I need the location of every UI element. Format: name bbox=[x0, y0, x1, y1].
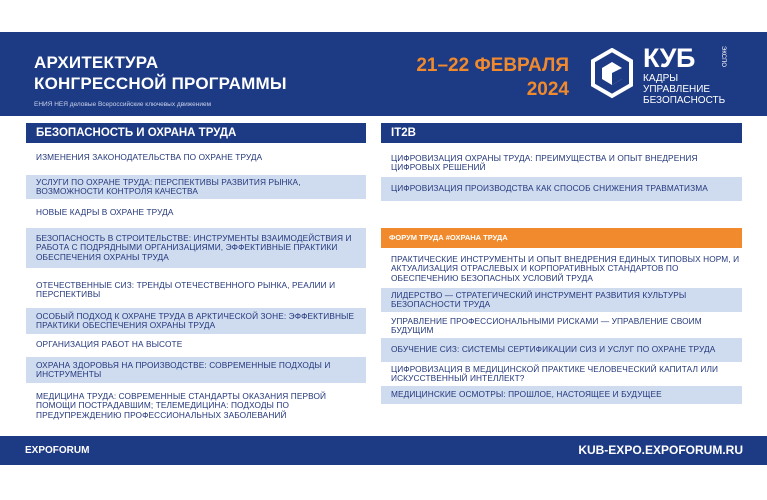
page-title-line1: АРХИТЕКТУРА bbox=[34, 53, 159, 72]
forum-section-title: ФОРУМ ТРУДА #ОХРАНА ТРУДА bbox=[381, 228, 742, 248]
list-item: ОСОБЫЙ ПОДХОД К ОХРАНЕ ТРУДА В АРКТИЧЕСКОЙ ЗОНЕ: ЭФФЕКТИВНЫЕ ПРАКТИКИ ОБЕСПЕЧЕНИЯ ОХРАНЫ ТРУДА bbox=[26, 308, 366, 334]
list-item: ОТЕЧЕСТВЕННЫЕ СИЗ: ТРЕНДЫ ОТЕЧЕСТВЕННОГО РЫНКА, РЕАЛИИ И ПЕРСПЕКТИВЫ bbox=[36, 279, 336, 299]
list-item: ЛИДЕРСТВО — СТРАТЕГИЧЕСКИЙ ИНСТРУМЕНТ РАЗВИТИЯ КУЛЬТУРЫ БЕЗОПАСНОСТИ ТРУДА bbox=[381, 288, 742, 312]
list-item: ЦИФРОВИЗАЦИЯ В МЕДИЦИНСКОЙ ПРАКТИКЕ ЧЕЛОВЕЧЕСКИЙ КАПИТАЛ ИЛИ ИСКУССТВЕННЫЙ ИНТЕЛЛЕКТ? bbox=[391, 363, 719, 383]
event-year: 2024 bbox=[526, 79, 569, 100]
kub-logo-icon bbox=[591, 48, 633, 100]
list-item: ПРАКТИЧЕСКИЕ ИНСТРУМЕНТЫ И ОПЫТ ВНЕДРЕНИЯ ЕДИНЫХ ТИПОВЫХ НОРМ, И АКТУАЛИЗАЦИЯ ОТРАСЛЕВЫХ И КОРПОРАТИВНЫХ СТАНДАРТОВ ПО ОБЕСПЕЧЕНИЮ БЕЗОПАСНЫХ УСЛОВИЙ ТРУДА bbox=[391, 253, 740, 283]
list-item: БЕЗОПАСНОСТЬ В СТРОИТЕЛЬСТВЕ: ИНСТРУМЕНТЫ ВЗАИМОДЕЙСТВИЯ И РАБОТА С ПОДРЯДНЫМИ ОРГАНИЗАЦИЯМИ, ЭФФЕКТИВНЫЕ ПРАКТИКИ ОБЕСПЕЧЕНИЯ ОХРАНЫ ТРУДА bbox=[26, 228, 366, 268]
list-item: МЕДИЦИНСКИЕ ОСМОТРЫ: ПРОШЛОЕ, НАСТОЯЩЕЕ И БУДУЩЕЕ bbox=[381, 386, 742, 404]
list-item: ОРГАНИЗАЦИЯ РАБОТ НА ВЫСОТЕ bbox=[36, 339, 183, 350]
list-item: ИЗМЕНЕНИЯ ЗАКОНОДАТЕЛЬСТВА ПО ОХРАНЕ ТРУДА bbox=[36, 152, 263, 163]
list-item: ЦИФРОВИЗАЦИЯ ПРОИЗВОДСТВА КАК СПОСОБ СНИЖЕНИЯ ТРАВМАТИЗМА bbox=[381, 177, 742, 201]
list-item: УСЛУГИ ПО ОХРАНЕ ТРУДА: ПЕРСПЕКТИВЫ РАЗВИТИЯ РЫНКА, ВОЗМОЖНОСТИ КОНТРОЛЯ КАЧЕСТВА bbox=[26, 175, 366, 199]
list-item: ОХРАНА ЗДОРОВЬЯ НА ПРОИЗВОДСТВЕ: СОВРЕМЕННЫЕ ПОДХОДЫ И ИНСТРУМЕНТЫ bbox=[26, 357, 366, 383]
logo-line-2: УПРАВЛЕНИЕ bbox=[643, 84, 711, 95]
list-item: ЦИФРОВИЗАЦИЯ ОХРАНЫ ТРУДА: ПРЕИМУЩЕСТВА И ОПЫТ ВНЕДРЕНИЯ ЦИФРОВЫХ РЕШЕНИЙ bbox=[391, 152, 698, 172]
section-title-safety: БЕЗОПАСНОСТЬ И ОХРАНА ТРУДА bbox=[26, 123, 366, 143]
expoforum-logo: EXPOFORUM bbox=[25, 445, 90, 456]
page-subtitle: ЕНИЯ НЕЯ деловые Всероссийские ключевых движением bbox=[34, 101, 212, 108]
event-dates: 21–22 ФЕВРАЛЯ bbox=[416, 55, 569, 76]
list-item: ОБУЧЕНИЕ СИЗ: СИСТЕМЫ СЕРТИФИКАЦИИ СИЗ И УСЛУГ ПО ОХРАНЕ ТРУДА bbox=[381, 338, 742, 362]
logo-wordmark: КУБ bbox=[643, 43, 695, 73]
logo-line-1: КАДРЫ bbox=[643, 73, 679, 84]
logo-line-3: БЕЗОПАСНОСТЬ bbox=[643, 95, 726, 106]
list-item: НОВЫЕ КАДРЫ В ОХРАНЕ ТРУДА bbox=[36, 207, 174, 218]
website-link[interactable]: KUB-EXPO.EXPOFORUM.RU bbox=[578, 443, 743, 457]
page-title-line2: КОНГРЕССНОЙ ПРОГРАММЫ bbox=[34, 74, 287, 93]
top-margin bbox=[0, 0, 767, 12]
section-title-it2b: IT2B bbox=[381, 123, 742, 143]
logo-expo-label: ЭКСПО bbox=[720, 46, 726, 68]
list-item: МЕДИЦИНА ТРУДА: СОВРЕМЕННЫЕ СТАНДАРТЫ ОКАЗАНИЯ ПЕРВОЙ ПОМОЩИ ПОСТРАДАВШИМ; ТЕЛЕМЕДИЦИНА: ПОДХОДЫ ПО ПРЕДУПРЕЖДЕНИЮ ПРОФЕССИОНАЛЬНЫХ ЗАБОЛЕВАНИЙ bbox=[36, 390, 327, 420]
list-item: УПРАВЛЕНИЕ ПРОФЕССИОНАЛЬНЫМИ РИСКАМИ — УПРАВЛЕНИЕ СВОИМ БУДУЩИМ bbox=[391, 315, 702, 335]
